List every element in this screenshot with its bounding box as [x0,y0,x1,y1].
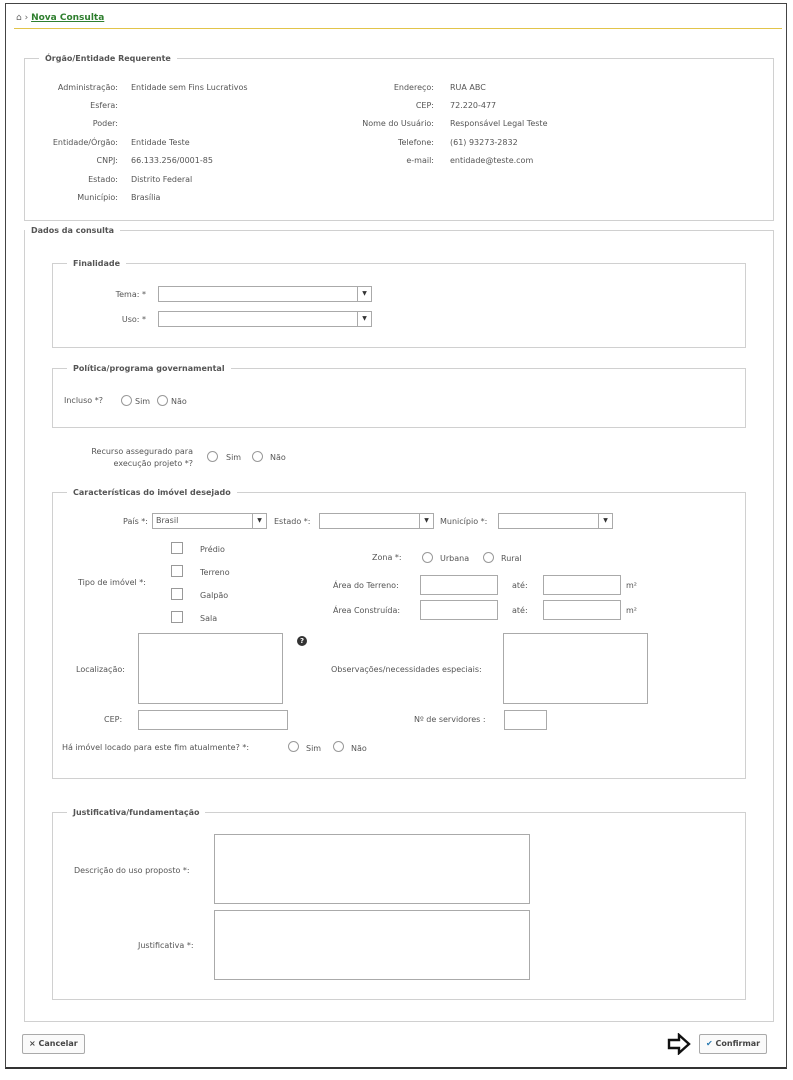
breadcrumb-separator: › [24,13,29,23]
uso-label: Uso: * [121,315,146,324]
recurso-nao-radio[interactable] [252,451,263,462]
breadcrumb-current[interactable]: Nova Consulta [31,13,105,23]
requester-legend: Órgão/Entidade Requerente [45,54,171,63]
locado-nao-radio[interactable] [333,741,344,752]
servidores-input[interactable] [504,710,547,730]
tipo-sala-checkbox[interactable] [171,611,183,623]
confirm-label: Confirmar [715,1039,761,1048]
check-icon: ✔ [706,1039,713,1048]
pais-label: País *: [123,517,148,526]
chevron-down-icon[interactable]: ▼ [419,514,433,528]
locado-sim-label: Sim [306,744,322,753]
tipo-predio-label: Prédio [200,545,225,554]
poder-label: Poder: [92,119,118,128]
zona-rural-radio[interactable] [483,552,494,563]
area-terreno-min-input[interactable] [420,575,498,595]
telefone-value: (61) 93273-2832 [450,138,518,147]
tipo-sala-label: Sala [200,614,218,623]
estado-select[interactable] [319,513,434,529]
localizacao-textarea[interactable] [138,633,283,704]
tema-label: Tema: * [115,290,146,299]
municipio-value: Brasília [131,193,161,202]
cep-label: CEP: [104,715,123,724]
breadcrumb [16,13,104,23]
usuario-value: Responsável Legal Teste [450,119,548,128]
incluso-sim-radio[interactable] [121,395,132,406]
area-construida-label: Área Construída: [333,606,401,615]
close-icon: × [29,1039,36,1048]
finalidade-legend: Finalidade [73,259,121,268]
area-terreno-label: Área do Terreno: [333,581,399,590]
cep-input[interactable] [138,710,288,730]
locado-sim-radio[interactable] [288,741,299,752]
estado-select-label: Estado *: [274,517,311,526]
municipio-select-label: Município *: [440,517,488,526]
tipo-predio-checkbox[interactable] [171,542,183,554]
area-construida-unit: m² [626,606,637,615]
politica-fieldset [52,364,746,428]
cancel-button[interactable] [22,1034,85,1054]
pais-select-value: Brasil [156,516,179,525]
home-icon[interactable]: ⌂ [16,13,22,23]
endereco-label: Endereço: [393,83,434,92]
recurso-label-2: execução projeto *? [113,459,193,468]
consulta-legend: Dados da consulta [31,226,115,235]
tipo-label: Tipo de imóvel *: [78,578,146,587]
tema-select[interactable] [158,286,372,302]
chevron-down-icon[interactable]: ▼ [357,287,371,301]
locado-label: Há imóvel locado para este fim atualmente? *: [62,743,250,752]
tipo-terreno-label: Terreno [200,568,230,577]
justificativa-legend: Justificativa/fundamentação [73,808,200,817]
chevron-down-icon[interactable]: ▼ [357,312,371,326]
telefone-label: Telefone: [398,138,434,147]
municipio-select[interactable] [498,513,613,529]
entidade-value: Entidade Teste [131,138,190,147]
breadcrumb-divider [14,28,782,29]
estado-label: Estado: [88,175,118,184]
tipo-galpao-checkbox[interactable] [171,588,183,600]
zona-rural-label: Rural [501,554,522,563]
entidade-label: Entidade/Órgão: [52,138,118,147]
usuario-label: Nome do Usuário: [362,119,434,128]
locado-nao-label: Não [351,744,367,753]
recurso-sim-radio[interactable] [207,451,218,462]
imovel-legend: Características do imóvel desejado [73,488,231,497]
area-terreno-ate: até: [512,581,528,590]
cep-info-label: CEP: [415,101,434,110]
incluso-nao-radio[interactable] [157,395,168,406]
descricao-label: Descrição do uso proposto *: [74,866,190,875]
cep-info-value: 72.220-477 [450,101,497,110]
endereco-value: RUA ABC [450,83,486,92]
incluso-sim-label: Sim [135,397,151,406]
area-terreno-unit: m² [626,581,637,590]
recurso-label-1: Recurso assegurado para [91,447,193,456]
obs-textarea[interactable] [503,633,648,704]
localizacao-label: Localização: [76,665,125,674]
area-construida-ate: até: [512,606,528,615]
email-label: e-mail: [406,156,434,165]
zona-urbana-label: Urbana [440,554,470,563]
obs-label: Observações/necessidades especiais: [331,665,482,674]
arrow-right-icon [667,1033,691,1055]
incluso-label: Incluso *? [64,396,103,405]
esfera-label: Esfera: [90,101,118,110]
chevron-down-icon[interactable]: ▼ [598,514,612,528]
help-icon[interactable]: ? [297,636,307,646]
uso-select[interactable] [158,311,372,327]
admin-label: Administração: [57,83,118,92]
recurso-sim-label: Sim [226,453,242,462]
email-value: entidade@teste.com [450,156,534,165]
descricao-textarea[interactable] [214,834,530,904]
tipo-galpao-label: Galpão [200,591,229,600]
confirm-button[interactable] [699,1034,767,1054]
cnpj-label: CNPJ: [96,156,118,165]
chevron-down-icon[interactable]: ▼ [252,514,266,528]
area-terreno-max-input[interactable] [543,575,621,595]
municipio-label: Município: [77,193,118,202]
politica-legend: Política/programa governamental [73,364,225,373]
cnpj-value: 66.133.256/0001-85 [131,156,213,165]
justificativa-textarea[interactable] [214,910,530,980]
recurso-nao-label: Não [270,453,286,462]
zona-urbana-radio[interactable] [422,552,433,563]
incluso-nao-label: Não [171,397,187,406]
finalidade-fieldset [52,259,746,348]
tipo-terreno-checkbox[interactable] [171,565,183,577]
estado-value: Distrito Federal [131,175,193,184]
justificativa-label: Justificativa *: [138,941,194,950]
area-construida-min-input[interactable] [420,600,498,620]
servidores-label: Nº de servidores : [414,715,486,724]
area-construida-max-input[interactable] [543,600,621,620]
pais-select[interactable] [152,513,267,529]
zona-label: Zona *: [372,553,402,562]
cancel-label: Cancelar [38,1039,78,1048]
admin-value: Entidade sem Fins Lucrativos [131,83,248,92]
